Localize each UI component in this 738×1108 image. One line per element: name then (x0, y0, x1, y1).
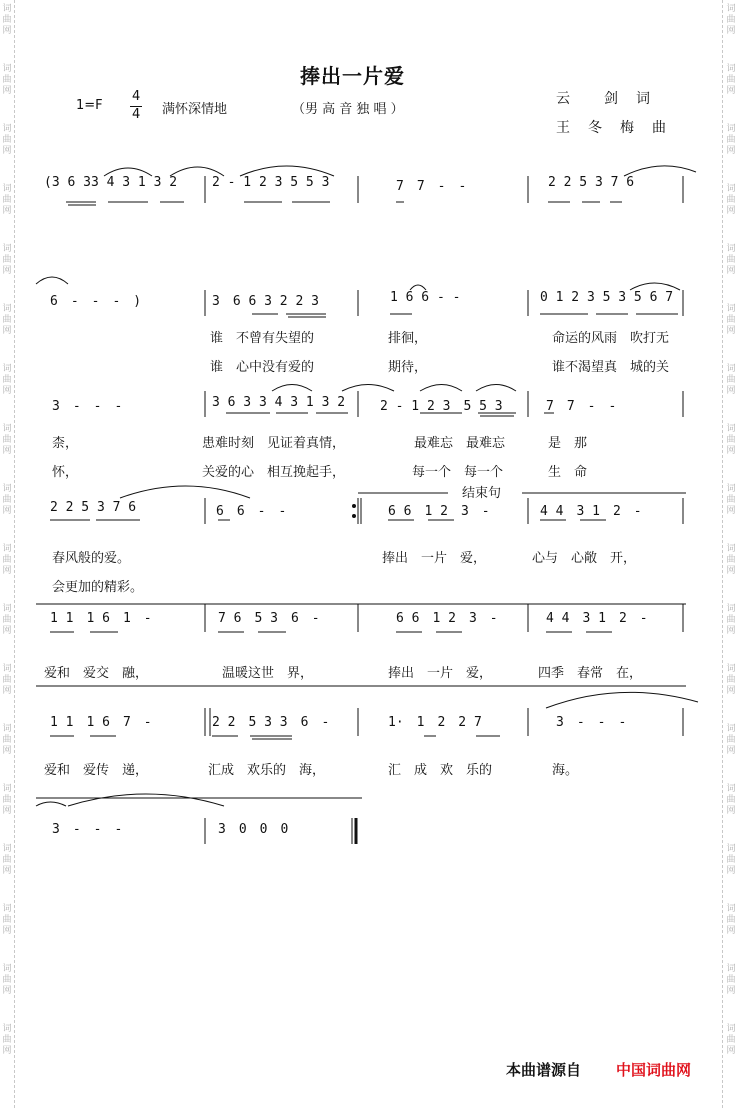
watermark-glyph: 网 (2, 686, 12, 696)
system2-measure1: 6 - - - ) (50, 294, 142, 309)
system3-measure4: 7 7 - - (546, 399, 617, 414)
system2-lyric1-c: 命运的风雨 吹打无 (552, 331, 670, 346)
watermark-glyph: 曲 (726, 255, 736, 265)
watermark-glyph: 网 (2, 926, 12, 936)
system5-measure3: 6 6 1 2 3 - (396, 611, 498, 626)
watermark-glyph: 曲 (726, 495, 736, 505)
watermark-glyph: 曲 (726, 315, 736, 325)
watermark-glyph: 曲 (2, 315, 12, 325)
watermark-glyph: 词 (2, 544, 12, 554)
watermark-glyph: 网 (2, 986, 12, 996)
watermark-glyph: 曲 (726, 75, 736, 85)
watermark-glyph: 词 (726, 364, 736, 374)
system6-measure2: 2 2 5 3 3 6 - (212, 715, 330, 730)
watermark-glyph: 曲 (726, 975, 736, 985)
watermark-glyph: 词 (726, 424, 736, 434)
watermark-glyph: 词 (726, 124, 736, 134)
system5-lyric1-d: 四季 春常 在， (538, 666, 643, 681)
system6-lyric1-a: 爱和 爱传 递， (44, 763, 149, 778)
watermark-glyph: 词 (2, 724, 12, 734)
system7-measure2: 3 0 0 0 (218, 822, 289, 837)
system4-lyric1-b: 捧出 一片 爱， (382, 551, 487, 566)
watermark-glyph: 词 (2, 184, 12, 194)
watermark-glyph: 曲 (2, 75, 12, 85)
system2-measure2: 3 6 6 3 2 2 3 (212, 294, 319, 309)
watermark-glyph: 曲 (726, 1035, 736, 1045)
system4-lyric1-a: 春风般的爱。 (52, 551, 131, 566)
watermark-glyph: 词 (2, 4, 12, 14)
system3-measure1: 3 - - - (52, 399, 123, 414)
system2-lyric2-c: 谁不渴望真 城的关 (552, 360, 670, 375)
watermark-glyph: 曲 (726, 795, 736, 805)
watermark-glyph: 网 (2, 746, 12, 756)
watermark-glyph: 词 (726, 784, 736, 794)
watermark-glyph: 曲 (2, 375, 12, 385)
system5-lyric1-b: 温暖这世 界， (222, 666, 314, 681)
watermark-glyph: 词 (2, 364, 12, 374)
watermark-glyph: 曲 (726, 675, 736, 685)
watermark-glyph: 网 (2, 26, 12, 36)
system3-measure3: 2 - 1 2 3 5 5 3 (380, 399, 503, 414)
system3-lyric2-b: 关爱的心 相互挽起手， (202, 465, 346, 480)
watermark-glyph: 词 (726, 904, 736, 914)
system3-measure2: 3 6 3 3 4 3 1 3 2 (212, 395, 346, 410)
watermark-glyph: 词 (2, 64, 12, 74)
watermark-glyph: 曲 (2, 735, 12, 745)
system2-lyric2-a: 谁 心中没有爱的 (210, 360, 315, 375)
system6-lyric1-c: 汇 成 欢 乐的 (388, 763, 493, 778)
site-name[interactable]: 中国词曲网 (616, 1061, 692, 1079)
watermark-glyph: 曲 (726, 915, 736, 925)
system1-measure4: 2 2 5 3 7 6 (548, 175, 635, 190)
watermark-glyph: 词 (726, 964, 736, 974)
time-numerator: 4 (132, 89, 141, 104)
watermark-glyph: 网 (2, 386, 12, 396)
watermark-glyph: 网 (726, 626, 736, 636)
composer-credit: 王 冬 梅 曲 (556, 120, 668, 136)
system4-measure2: 6 6 - - (216, 504, 287, 519)
system1-measure3: 7 7 - - (396, 179, 467, 194)
watermark-glyph: 网 (2, 1046, 12, 1056)
watermark-glyph: 曲 (2, 195, 12, 205)
watermark-glyph: 网 (726, 386, 736, 396)
watermark-glyph: 词 (2, 664, 12, 674)
system6-measure4: 3 - - - (556, 715, 627, 730)
watermark-glyph: 曲 (2, 975, 12, 985)
system2-lyric1-a: 谁 不曾有失望的 (210, 331, 315, 346)
system3-lyric2-d: 生 命 (548, 465, 588, 480)
watermark-glyph: 词 (726, 604, 736, 614)
watermark-glyph: 网 (726, 926, 736, 936)
watermark-glyph: 词 (726, 304, 736, 314)
watermark-glyph: 曲 (2, 495, 12, 505)
watermark-glyph: 词 (2, 904, 12, 914)
system4-lyric2-a: 会更加的精彩。 (52, 580, 144, 595)
watermark-glyph: 网 (726, 686, 736, 696)
watermark-glyph: 网 (2, 866, 12, 876)
watermark-glyph: 词 (2, 124, 12, 134)
watermark-glyph: 词 (2, 604, 12, 614)
watermark-glyph: 词 (726, 664, 736, 674)
system5-measure2: 7 6 5 3 6 - (218, 611, 320, 626)
source-label: 本曲谱源自 (506, 1061, 582, 1079)
watermark-glyph: 网 (726, 806, 736, 816)
watermark-glyph: 网 (726, 746, 736, 756)
watermark-glyph: 词 (726, 244, 736, 254)
watermark-glyph: 网 (726, 266, 736, 276)
watermark-glyph: 曲 (726, 735, 736, 745)
watermark-glyph: 词 (2, 424, 12, 434)
watermark-glyph: 曲 (726, 195, 736, 205)
lyricist-credit: 云 剑 词 (556, 91, 652, 107)
time-denominator: 4 (132, 107, 141, 122)
system6-lyric1-d: 海。 (552, 763, 579, 778)
watermark-glyph: 词 (726, 184, 736, 194)
system5-measure4: 4 4 3 1 2 - (546, 611, 648, 626)
watermark-glyph: 曲 (2, 1035, 12, 1045)
watermark-glyph: 词 (2, 1024, 12, 1034)
watermark-glyph: 网 (726, 146, 736, 156)
watermark-glyph: 网 (726, 986, 736, 996)
watermark-glyph: 曲 (726, 15, 736, 25)
watermark-glyph: 曲 (2, 795, 12, 805)
watermark-glyph: 词 (2, 484, 12, 494)
watermark-glyph: 词 (726, 724, 736, 734)
system5-measure1: 1 1 1 6 1 - (50, 611, 152, 626)
system2-lyric1-b: 排徊， (388, 331, 428, 346)
voice-type: （男 高 音 独 唱 ） (292, 102, 404, 117)
system5-lyric1-a: 爱和 爱交 融， (44, 666, 149, 681)
system7-measure1: 3 - - - (52, 822, 123, 837)
system4-measure4: 4 4 3 1 2 - (540, 504, 642, 519)
watermark-glyph: 曲 (2, 255, 12, 265)
watermark-glyph: 曲 (2, 675, 12, 685)
system1-measure1: (3 6 33 4 3 1 3 2 (44, 175, 178, 190)
watermark-glyph: 曲 (2, 915, 12, 925)
watermark-glyph: 网 (2, 206, 12, 216)
watermark-glyph: 网 (726, 506, 736, 516)
watermark-glyph: 网 (2, 506, 12, 516)
watermark-glyph: 网 (726, 566, 736, 576)
watermark-glyph: 曲 (2, 15, 12, 25)
watermark-glyph: 词 (726, 1024, 736, 1034)
system4-lyric1-c: 心与 心敞 开， (532, 551, 637, 566)
watermark-glyph: 网 (726, 206, 736, 216)
watermark-glyph: 曲 (726, 555, 736, 565)
watermark-glyph: 曲 (726, 435, 736, 445)
watermark-glyph: 网 (726, 326, 736, 336)
watermark-glyph: 网 (2, 806, 12, 816)
watermark-glyph: 网 (726, 866, 736, 876)
watermark-glyph: 网 (2, 86, 12, 96)
system5-lyric1-c: 捧出 一片 爱， (388, 666, 493, 681)
watermark-glyph: 网 (726, 86, 736, 96)
watermark-glyph: 曲 (726, 615, 736, 625)
ending-label: 结束句 (462, 486, 502, 501)
watermark-glyph: 曲 (2, 855, 12, 865)
watermark-glyph: 词 (2, 844, 12, 854)
watermark-glyph: 词 (726, 4, 736, 14)
watermark-glyph: 网 (726, 446, 736, 456)
watermark-glyph: 网 (2, 626, 12, 636)
watermark-glyph: 词 (2, 304, 12, 314)
watermark-glyph: 词 (2, 964, 12, 974)
system4-measure3: 6 6 1 2 3 - (388, 504, 490, 519)
watermark-glyph: 网 (2, 566, 12, 576)
system6-measure1: 1 1 1 6 7 - (50, 715, 152, 730)
watermark-glyph: 网 (2, 266, 12, 276)
watermark-glyph: 曲 (2, 555, 12, 565)
watermark-glyph: 词 (726, 64, 736, 74)
system3-lyric2-c: 每一个 每一个 (412, 465, 504, 480)
system2-measure3: 1 6 6 - - (390, 290, 461, 305)
watermark-glyph: 网 (2, 146, 12, 156)
watermark-glyph: 网 (726, 1046, 736, 1056)
system2-lyric2-b: 期待， (388, 360, 428, 375)
system3-lyric2-a: 怀， (52, 465, 79, 480)
watermark-glyph: 词 (726, 544, 736, 554)
system1-measure2: 2 - 1 2 3 5 5 3 (212, 175, 330, 190)
watermark-glyph: 网 (726, 26, 736, 36)
watermark-glyph: 词 (2, 244, 12, 254)
watermark-glyph: 曲 (2, 435, 12, 445)
watermark-glyph: 曲 (2, 615, 12, 625)
system6-lyric1-b: 汇成 欢乐的 海， (208, 763, 326, 778)
watermark-glyph: 曲 (726, 375, 736, 385)
song-title: 捧出一片爱 (300, 64, 405, 88)
expression-mark: 满怀深情地 (162, 102, 228, 117)
watermark-glyph: 曲 (726, 855, 736, 865)
watermark-glyph: 词 (726, 844, 736, 854)
system2-measure4: 0 1 2 3 5 3 5 6 7 (540, 290, 674, 305)
system3-lyric1-d: 是 那 (548, 436, 588, 451)
system3-lyric1-a: 柰， (52, 436, 79, 451)
watermark-glyph: 曲 (726, 135, 736, 145)
watermark-glyph: 网 (2, 446, 12, 456)
system3-lyric1-b: 患难时刻 见证着真情， (202, 436, 346, 451)
system6-measure3: 1· 1 2 2 7 (388, 715, 482, 730)
watermark-glyph: 词 (2, 784, 12, 794)
watermark-glyph: 曲 (2, 135, 12, 145)
watermark-glyph: 网 (2, 326, 12, 336)
system3-lyric1-c: 最难忘 最难忘 (414, 436, 506, 451)
system4-measure1: 2 2 5 3 7 6 (50, 500, 137, 515)
key-signature: 1=F (76, 98, 103, 113)
watermark-glyph: 词 (726, 484, 736, 494)
